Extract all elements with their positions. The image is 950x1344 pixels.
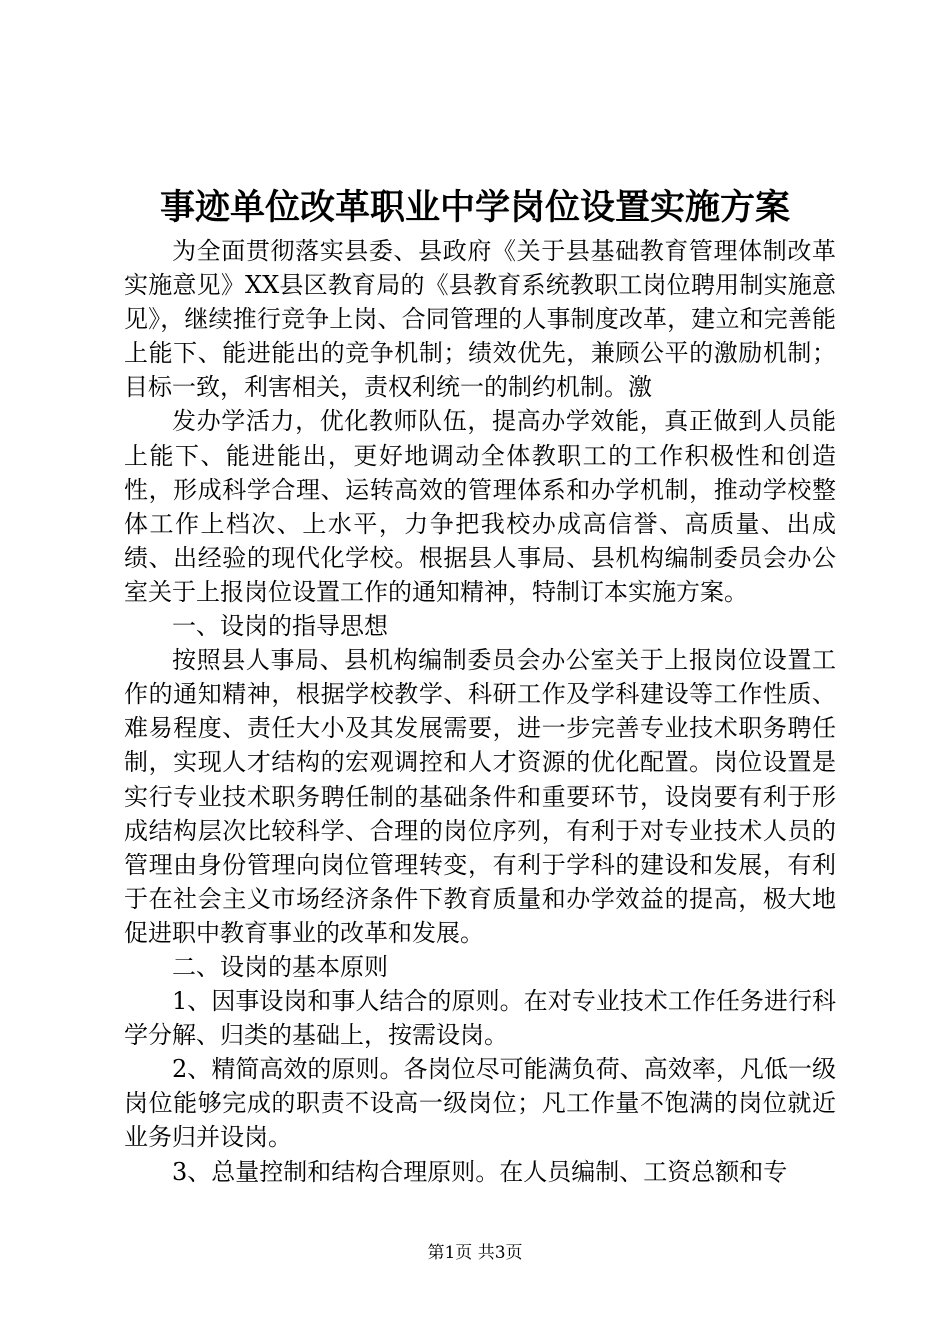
- paragraph: 发办学活力，优化教师队伍，提高办学效能，真正做到人员能上能下、能进能出，更好地调动全体教职工的工作积极性和创造性，形成科学合理、运转高效的管理体系和办学机制，推动学校整体工作上档次、上水平，力争把我校办成高信誉、高质量、出成绩、出经验的现代化学校。根据县人事局、县机构编制委员会办公室关于上报岗位设置工作的通知精神，特制订本实施方案。: [124, 407, 836, 606]
- section-heading: 二、设岗的基本原则: [172, 952, 388, 981]
- paragraph: 为全面贯彻落实县委、县政府《关于县基础教育管理体制改革实施意见》XX县区教育局的《县教育系统教职工岗位聘用制实施意见》，继续推行竞争上岗、合同管理的人事制度改革，建立和完善能上能下、能进能出的竞争机制；绩效优先，兼顾公平的激励机制；目标一致，利害相关，责权利统一的制约机制。激: [124, 237, 836, 402]
- document-title: 事迹单位改革职业中学岗位设置实施方案: [159, 187, 790, 228]
- section-heading: 一、设岗的指导思想: [172, 612, 388, 641]
- page-number-footer: 第1页 共3页: [427, 1243, 523, 1263]
- paragraph: 3、总量控制和结构合理原则。在人员编制、工资总额和专: [172, 1157, 788, 1186]
- document-body: [124, 234, 836, 1189]
- paragraph: 2、精简高效的原则。各岗位尽可能满负荷、高效率，凡低一级岗位能够完成的职责不设高一级岗位；凡工作量不饱满的岗位就近业务归并设岗。: [124, 1055, 836, 1152]
- paragraph: 按照县人事局、县机构编制委员会办公室关于上报岗位设置工作的通知精神，根据学校教学、科研工作及学科建设等工作性质、难易程度、责任大小及其发展需要，进一步完善专业技术职务聘任制，实现人才结构的宏观调控和人才资源的优化配置。岗位设置是实行专业技术职务聘任制的基础条件和重要环节，设岗要有利于形成结构层次比较科学、合理的岗位序列，有利于对专业技术人员的管理由身份管理向岗位管理转变，有利于学科的建设和发展，有利于在社会主义市场经济条件下教育质量和办学效益的提高，极大地促进职中教育事业的改革和发展。: [124, 646, 836, 947]
- paragraph: 1、因事设岗和事人结合的原则。在对专业技术工作任务进行科学分解、归类的基础上，按需设岗。: [124, 987, 836, 1050]
